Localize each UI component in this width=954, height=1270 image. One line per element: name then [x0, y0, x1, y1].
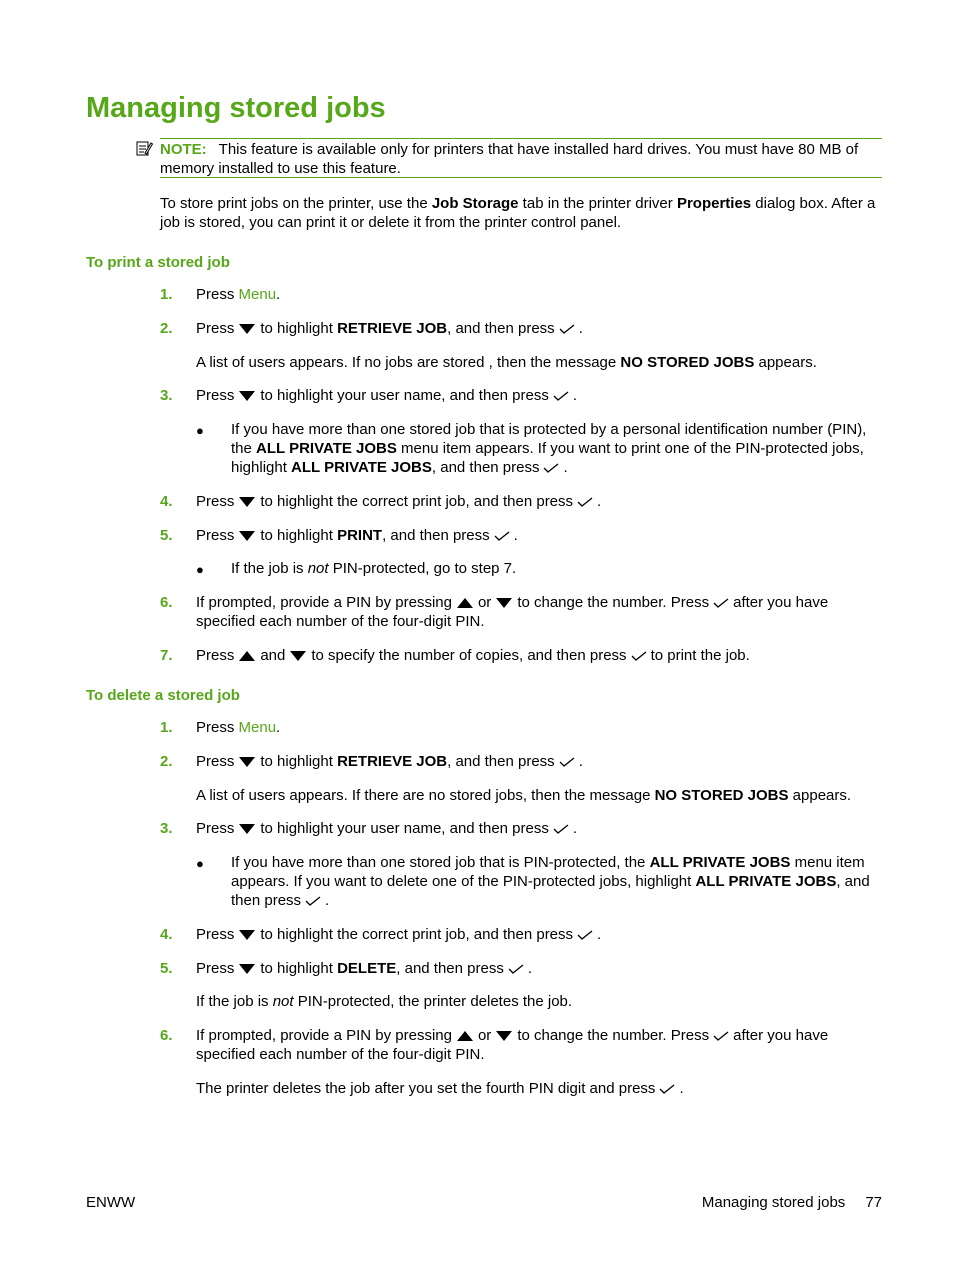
checkmark-icon	[577, 929, 593, 941]
step-number: 2.	[160, 320, 173, 337]
step-number: 6.	[160, 1027, 173, 1044]
down-arrow-icon	[238, 963, 256, 975]
bullet-icon: ●	[196, 562, 204, 577]
note-label: NOTE:	[160, 141, 207, 158]
note-body-text: This feature is available only for printers that have installed hard drives. You must have 80 MB of memory installed to use this feature.	[160, 141, 859, 177]
menu-link: Menu	[238, 286, 277, 303]
print-step-4: Press to highlight the correct print job, and then press .	[196, 493, 602, 510]
checkmark-icon	[494, 530, 510, 542]
checkmark-icon	[559, 756, 575, 768]
note-icon	[136, 140, 153, 157]
print-step-2: Press to highlight RETRIEVE JOB, and then press .	[196, 320, 583, 337]
checkmark-icon	[713, 597, 729, 609]
print-step-2-note: A list of users appears. If no jobs are stored , then the message NO STORED JOBS appears.	[196, 354, 817, 371]
delete-step-1: Press Menu.	[196, 719, 281, 736]
step-number: 2.	[160, 753, 173, 770]
delete-step-4: Press to highlight the correct print job, and then press .	[196, 926, 602, 943]
delete-section-heading: To delete a stored job	[86, 687, 240, 704]
checkmark-icon	[559, 323, 575, 335]
print-step-3: Press to highlight your user name, and then press .	[196, 387, 578, 404]
footer-right	[702, 1193, 882, 1212]
footer-section: Managing stored jobs	[701, 1194, 846, 1211]
down-arrow-icon	[238, 390, 256, 402]
down-arrow-icon	[289, 650, 307, 662]
bullet-icon: ●	[196, 423, 204, 438]
print-step-5: Press to highlight PRINT, and then press .	[196, 527, 518, 544]
title-rule	[160, 138, 882, 139]
checkmark-icon	[553, 823, 569, 835]
intro-paragraph: To store print jobs on the printer, use the Job Storage tab in the printer driver Properties dialog box. After a job is stored, you can print it or delete it from the printer control panel.	[160, 195, 876, 231]
step-number: 1.	[160, 286, 173, 303]
step-number: 5.	[160, 960, 173, 977]
step-number: 6.	[160, 594, 173, 611]
step-number: 4.	[160, 493, 173, 510]
note-rule	[160, 177, 882, 178]
down-arrow-icon	[495, 597, 513, 609]
delete-step-5-note: If the job is not PIN-protected, the printer deletes the job.	[196, 993, 573, 1010]
checkmark-icon	[305, 895, 321, 907]
note-text	[160, 140, 882, 178]
checkmark-icon	[631, 650, 647, 662]
checkmark-icon	[577, 496, 593, 508]
step-number: 5.	[160, 527, 173, 544]
down-arrow-icon	[238, 323, 256, 335]
page-title: Managing stored jobs	[86, 92, 386, 124]
print-section-heading: To print a stored job	[86, 254, 230, 271]
up-arrow-icon	[456, 597, 474, 609]
delete-step-6-note: The printer deletes the job after you set the fourth PIN digit and press .	[196, 1080, 684, 1097]
down-arrow-icon	[238, 496, 256, 508]
delete-step-3: Press to highlight your user name, and then press .	[196, 820, 578, 837]
step-number: 1.	[160, 719, 173, 736]
down-arrow-icon	[238, 823, 256, 835]
print-step-7: Press and to specify the number of copies, and then press to print the job.	[196, 647, 750, 664]
print-step-3-bullet: If you have more than one stored job that is protected by a personal identification number (PIN), the ALL PRIVATE JOBS menu item appears. If you want to print one of the PIN-protected jobs, highlight ALL PRIVATE JOBS, and then press .	[231, 421, 867, 476]
checkmark-icon	[543, 462, 559, 474]
down-arrow-icon	[495, 1030, 513, 1042]
checkmark-icon	[713, 1030, 729, 1042]
delete-step-2-note: A list of users appears. If there are no stored jobs, then the message NO STORED JOBS appears.	[196, 787, 852, 804]
checkmark-icon	[553, 390, 569, 402]
down-arrow-icon	[238, 530, 256, 542]
print-step-6: If prompted, provide a PIN by pressing or to change the number. Press after you have specified each number of the four-digit PIN.	[196, 594, 829, 630]
page-number: 77	[865, 1194, 882, 1211]
up-arrow-icon	[238, 650, 256, 662]
checkmark-icon	[508, 963, 524, 975]
bullet-icon: ●	[196, 856, 204, 871]
down-arrow-icon	[238, 929, 256, 941]
checkmark-icon	[659, 1083, 675, 1095]
print-step-1: Press Menu.	[196, 286, 281, 303]
footer-left: ENWW	[86, 1194, 136, 1211]
step-number: 3.	[160, 820, 173, 837]
delete-step-2: Press to highlight RETRIEVE JOB, and then press .	[196, 753, 583, 770]
print-step-5-bullet: If the job is not PIN-protected, go to step 7.	[231, 560, 517, 577]
down-arrow-icon	[238, 756, 256, 768]
menu-link: Menu	[238, 719, 277, 736]
up-arrow-icon	[456, 1030, 474, 1042]
step-number: 4.	[160, 926, 173, 943]
step-number: 7.	[160, 647, 173, 664]
delete-step-5: Press to highlight DELETE, and then press .	[196, 960, 533, 977]
delete-step-3-bullet: If you have more than one stored job that is PIN-protected, the ALL PRIVATE JOBS menu item appears. If you want to delete one of the PIN-protected jobs, highlight ALL PRIVATE JOBS, and then press .	[231, 854, 870, 909]
step-number: 3.	[160, 387, 173, 404]
delete-step-6: If prompted, provide a PIN by pressing or to change the number. Press after you have specified each number of the four-digit PIN.	[196, 1027, 829, 1063]
